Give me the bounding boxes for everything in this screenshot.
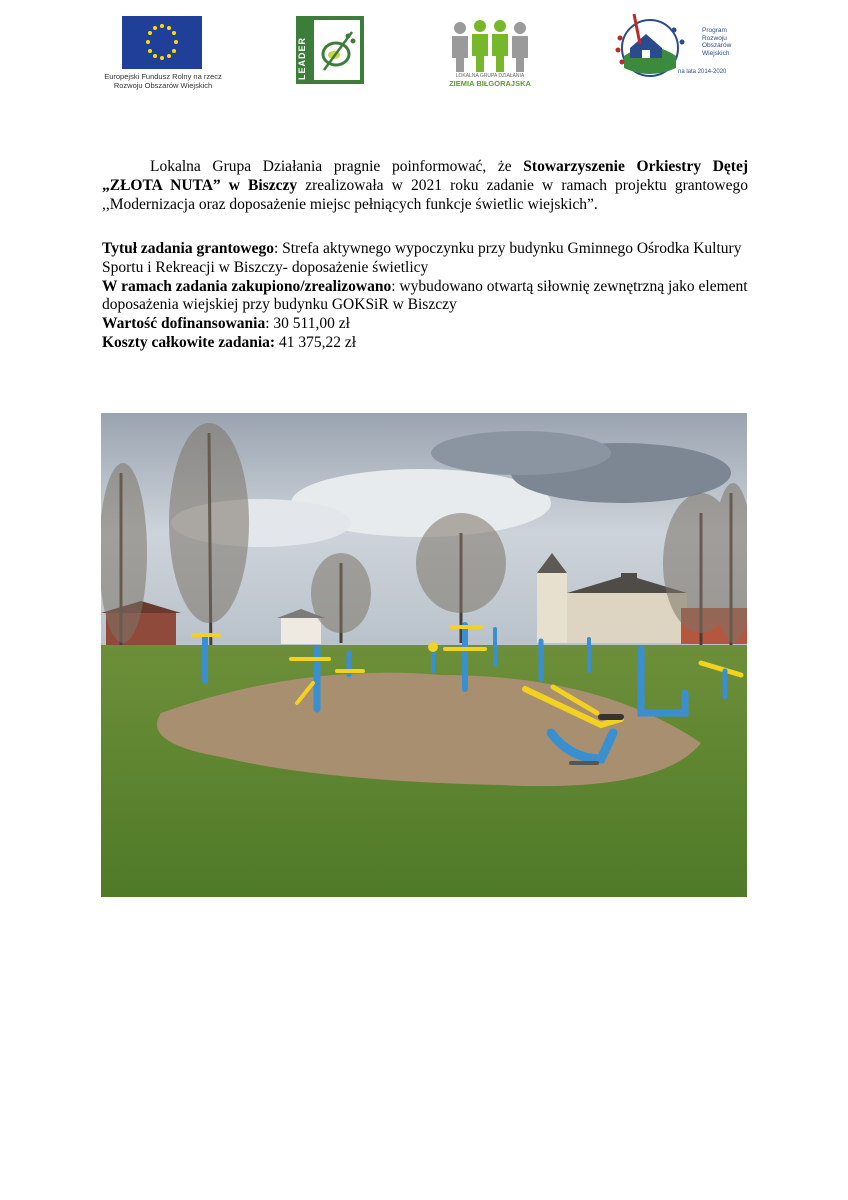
lgd-caption-name: ZIEMIA BIŁGORAJSKA: [449, 79, 531, 88]
task-details: [102, 240, 748, 353]
outdoor-gym-photo: [101, 413, 747, 897]
task-scope-value: : wybudowano otwartą siłownię zewnętrzną jako element doposażenia wiejskiej przy budynku GOKSiR w Biszczy: [102, 277, 748, 314]
prow-line2: Rozwoju: [702, 34, 727, 42]
funding-row: [102, 315, 748, 334]
eu-flag-logo: [122, 16, 202, 69]
intro-paragraph: [102, 158, 748, 214]
intro-text-end: zrealizowała w 2021 roku zadanie w ramach projektu grantowego ,,Modernizacja oraz doposażenie miejsc pełniących funkcje świetlic wiejskich”.: [102, 176, 748, 213]
total-cost-value: 41 375,22 zł: [275, 333, 357, 351]
prow-line1: Program: [702, 27, 727, 34]
people-icon: [445, 18, 535, 74]
funding-label: Wartość dofinansowania: [102, 315, 266, 333]
task-title-value: : Strefa aktywnego wypoczynku przy budynku Gminnego Ośrodka Kultury Sportu i Rekreacji w Biszczy- doposażenie świetlicy: [102, 240, 742, 276]
eu-caption-line1: Europejski Fundusz Rolny na rzecz: [104, 72, 222, 81]
prow-line4: Wiejskich: [702, 49, 730, 57]
lgd-caption-small: LOKALNA GRUPA DZIAŁANIA: [455, 73, 525, 79]
total-cost-label: Koszty całkowite zadania:: [102, 333, 276, 351]
leader-leaf-icon: [314, 20, 360, 80]
leader-label: LEADER: [297, 36, 307, 80]
prow-text: [702, 27, 731, 57]
funding-value: : 30 511,00 zł: [265, 315, 350, 333]
eu-stars-icon: [122, 16, 202, 69]
task-title-row: [102, 240, 748, 278]
task-title-label: Tytuł zadania grantowego: [102, 240, 274, 257]
total-cost-row: [102, 334, 748, 353]
leader-logo: [296, 16, 364, 84]
task-scope-row: [102, 278, 748, 316]
prow-line3: Obszarów: [702, 42, 732, 49]
organization-name: Stowarzyszenie Orkiestry Dętej „ZŁOTA NUTA” w Biszczy: [102, 158, 748, 194]
intro-text-start: Lokalna Grupa Działania pragnie poinformować, że: [150, 158, 524, 175]
eu-caption: [96, 72, 230, 90]
prow-years: na lata 2014-2020: [678, 69, 727, 75]
eu-caption-line2: Rozwoju Obszarów Wiejskich: [113, 81, 213, 90]
task-scope-label: W ramach zadania zakupiono/zrealizowano: [102, 277, 392, 295]
